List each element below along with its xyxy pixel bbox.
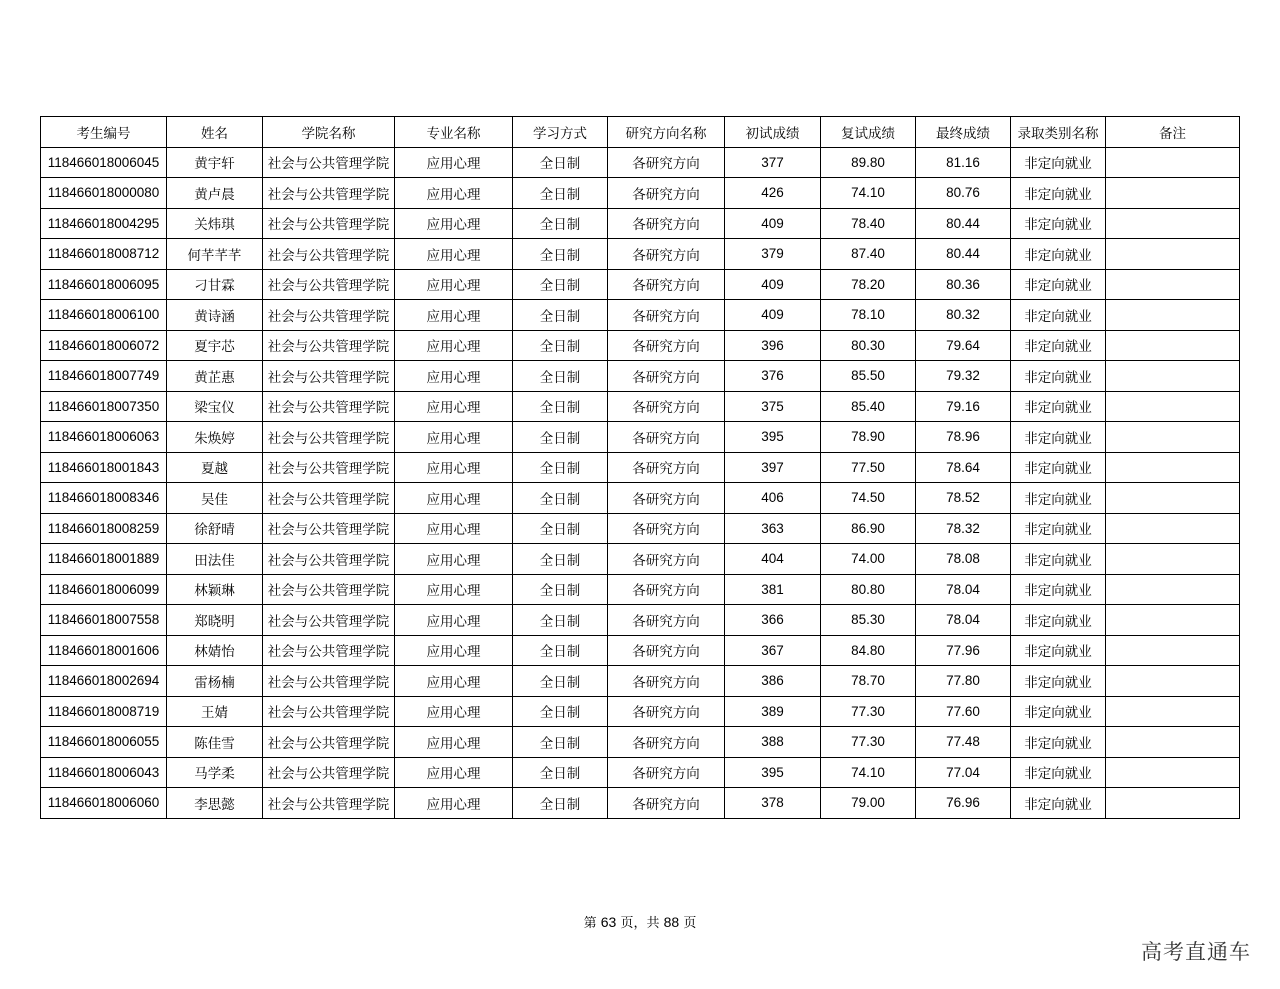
header-retest-score: 复试成绩 (821, 117, 916, 148)
header-row (41, 117, 1240, 148)
cell-remarks (1106, 422, 1240, 453)
cell-research-direction: 各研究方向 (608, 361, 725, 392)
cell-research-direction: 各研究方向 (608, 208, 725, 239)
cell-study-mode: 全日制 (513, 757, 608, 788)
cell-school: 社会与公共管理学院 (263, 391, 395, 422)
cell-final-score: 78.08 (916, 544, 1011, 575)
cell-retest-score: 74.10 (821, 178, 916, 209)
cell-major: 应用心理 (395, 544, 513, 575)
cell-admission-category: 非定向就业 (1011, 513, 1106, 544)
cell-study-mode: 全日制 (513, 513, 608, 544)
total-page-number: 88 (663, 914, 680, 930)
cell-candidate-id: 118466018006060 (41, 788, 167, 819)
header-admission-category: 录取类别名称 (1011, 117, 1106, 148)
cell-school: 社会与公共管理学院 (263, 208, 395, 239)
cell-research-direction: 各研究方向 (608, 269, 725, 300)
cell-initial-score: 409 (725, 300, 821, 331)
header-candidate-id: 考生编号 (41, 117, 167, 148)
cell-admission-category: 非定向就业 (1011, 269, 1106, 300)
cell-final-score: 80.44 (916, 208, 1011, 239)
cell-major: 应用心理 (395, 422, 513, 453)
cell-study-mode: 全日制 (513, 361, 608, 392)
cell-name: 林颖琳 (167, 574, 263, 605)
cell-initial-score: 388 (725, 727, 821, 758)
cell-major: 应用心理 (395, 727, 513, 758)
cell-candidate-id: 118466018008259 (41, 513, 167, 544)
cell-study-mode: 全日制 (513, 147, 608, 178)
header-study-mode: 学习方式 (513, 117, 608, 148)
cell-initial-score: 379 (725, 239, 821, 270)
cell-retest-score: 89.80 (821, 147, 916, 178)
cell-retest-score: 87.40 (821, 239, 916, 270)
cell-study-mode: 全日制 (513, 300, 608, 331)
cell-remarks (1106, 635, 1240, 666)
cell-name: 关炜琪 (167, 208, 263, 239)
cell-retest-score: 78.10 (821, 300, 916, 331)
cell-retest-score: 80.30 (821, 330, 916, 361)
table-row (41, 208, 1240, 239)
cell-study-mode: 全日制 (513, 208, 608, 239)
cell-remarks (1106, 269, 1240, 300)
cell-name: 黄宇轩 (167, 147, 263, 178)
watermark-text: 高考直通车 (1141, 940, 1251, 964)
cell-school: 社会与公共管理学院 (263, 239, 395, 270)
cell-final-score: 80.44 (916, 239, 1011, 270)
cell-admission-category: 非定向就业 (1011, 239, 1106, 270)
cell-remarks (1106, 361, 1240, 392)
cell-candidate-id: 118466018006100 (41, 300, 167, 331)
cell-remarks (1106, 452, 1240, 483)
cell-retest-score: 78.70 (821, 666, 916, 697)
header-school: 学院名称 (263, 117, 395, 148)
cell-admission-category: 非定向就业 (1011, 300, 1106, 331)
cell-school: 社会与公共管理学院 (263, 300, 395, 331)
cell-school: 社会与公共管理学院 (263, 635, 395, 666)
cell-name: 徐舒晴 (167, 513, 263, 544)
cell-research-direction: 各研究方向 (608, 788, 725, 819)
table-row (41, 696, 1240, 727)
cell-remarks (1106, 666, 1240, 697)
cell-major: 应用心理 (395, 300, 513, 331)
cell-candidate-id: 118466018007749 (41, 361, 167, 392)
cell-study-mode: 全日制 (513, 391, 608, 422)
cell-study-mode: 全日制 (513, 574, 608, 605)
cell-major: 应用心理 (395, 605, 513, 636)
cell-research-direction: 各研究方向 (608, 300, 725, 331)
cell-school: 社会与公共管理学院 (263, 666, 395, 697)
cell-retest-score: 79.00 (821, 788, 916, 819)
header-name: 姓名 (167, 117, 263, 148)
cell-remarks (1106, 178, 1240, 209)
cell-candidate-id: 118466018001889 (41, 544, 167, 575)
cell-name: 吴佳 (167, 483, 263, 514)
cell-retest-score: 85.30 (821, 605, 916, 636)
cell-final-score: 78.04 (916, 574, 1011, 605)
cell-study-mode: 全日制 (513, 544, 608, 575)
cell-major: 应用心理 (395, 483, 513, 514)
cell-research-direction: 各研究方向 (608, 635, 725, 666)
cell-final-score: 77.60 (916, 696, 1011, 727)
cell-name: 夏宇芯 (167, 330, 263, 361)
cell-initial-score: 377 (725, 147, 821, 178)
cell-candidate-id: 118466018008719 (41, 696, 167, 727)
cell-candidate-id: 118466018006063 (41, 422, 167, 453)
cell-admission-category: 非定向就业 (1011, 483, 1106, 514)
cell-major: 应用心理 (395, 147, 513, 178)
cell-research-direction: 各研究方向 (608, 330, 725, 361)
cell-admission-category: 非定向就业 (1011, 452, 1106, 483)
cell-research-direction: 各研究方向 (608, 391, 725, 422)
cell-retest-score: 77.30 (821, 727, 916, 758)
cell-study-mode: 全日制 (513, 605, 608, 636)
cell-study-mode: 全日制 (513, 330, 608, 361)
table-row (41, 666, 1240, 697)
cell-study-mode: 全日制 (513, 178, 608, 209)
cell-research-direction: 各研究方向 (608, 513, 725, 544)
cell-remarks (1106, 300, 1240, 331)
cell-candidate-id: 118466018008712 (41, 239, 167, 270)
cell-name: 田法佳 (167, 544, 263, 575)
cell-retest-score: 74.10 (821, 757, 916, 788)
table-row (41, 330, 1240, 361)
cell-study-mode: 全日制 (513, 452, 608, 483)
table-row (41, 178, 1240, 209)
cell-retest-score: 80.80 (821, 574, 916, 605)
cell-candidate-id: 118466018000080 (41, 178, 167, 209)
cell-final-score: 76.96 (916, 788, 1011, 819)
cell-initial-score: 409 (725, 269, 821, 300)
cell-name: 陈佳雪 (167, 727, 263, 758)
cell-school: 社会与公共管理学院 (263, 422, 395, 453)
cell-research-direction: 各研究方向 (608, 239, 725, 270)
cell-school: 社会与公共管理学院 (263, 727, 395, 758)
cell-name: 郑晓明 (167, 605, 263, 636)
header-research-direction: 研究方向名称 (608, 117, 725, 148)
cell-major: 应用心理 (395, 452, 513, 483)
table-row (41, 391, 1240, 422)
cell-final-score: 78.04 (916, 605, 1011, 636)
cell-name: 何芊芊芊 (167, 239, 263, 270)
cell-retest-score: 78.20 (821, 269, 916, 300)
cell-admission-category: 非定向就业 (1011, 757, 1106, 788)
cell-research-direction: 各研究方向 (608, 727, 725, 758)
cell-initial-score: 363 (725, 513, 821, 544)
cell-initial-score: 409 (725, 208, 821, 239)
cell-remarks (1106, 757, 1240, 788)
cell-school: 社会与公共管理学院 (263, 452, 395, 483)
table-row (41, 605, 1240, 636)
cell-initial-score: 366 (725, 605, 821, 636)
cell-major: 应用心理 (395, 178, 513, 209)
cell-initial-score: 389 (725, 696, 821, 727)
cell-final-score: 77.04 (916, 757, 1011, 788)
cell-admission-category: 非定向就业 (1011, 666, 1106, 697)
cell-school: 社会与公共管理学院 (263, 757, 395, 788)
cell-name: 夏越 (167, 452, 263, 483)
cell-initial-score: 375 (725, 391, 821, 422)
cell-initial-score: 404 (725, 544, 821, 575)
cell-final-score: 79.64 (916, 330, 1011, 361)
cell-initial-score: 426 (725, 178, 821, 209)
table-row (41, 239, 1240, 270)
cell-study-mode: 全日制 (513, 422, 608, 453)
cell-candidate-id: 118466018001606 (41, 635, 167, 666)
cell-final-score: 77.96 (916, 635, 1011, 666)
cell-final-score: 81.16 (916, 147, 1011, 178)
cell-school: 社会与公共管理学院 (263, 513, 395, 544)
cell-remarks (1106, 483, 1240, 514)
cell-study-mode: 全日制 (513, 727, 608, 758)
cell-research-direction: 各研究方向 (608, 666, 725, 697)
cell-initial-score: 386 (725, 666, 821, 697)
cell-initial-score: 367 (725, 635, 821, 666)
table-row (41, 544, 1240, 575)
header-final-score: 最终成绩 (916, 117, 1011, 148)
cell-candidate-id: 118466018006043 (41, 757, 167, 788)
cell-remarks (1106, 788, 1240, 819)
table-row (41, 361, 1240, 392)
table-row (41, 727, 1240, 758)
cell-school: 社会与公共管理学院 (263, 178, 395, 209)
cell-retest-score: 85.50 (821, 361, 916, 392)
cell-school: 社会与公共管理学院 (263, 269, 395, 300)
cell-retest-score: 86.90 (821, 513, 916, 544)
cell-candidate-id: 118466018007350 (41, 391, 167, 422)
table-body (41, 147, 1240, 818)
cell-remarks (1106, 147, 1240, 178)
cell-candidate-id: 118466018006072 (41, 330, 167, 361)
cell-research-direction: 各研究方向 (608, 574, 725, 605)
cell-name: 雷杨楠 (167, 666, 263, 697)
cell-name: 李思懿 (167, 788, 263, 819)
table-row (41, 300, 1240, 331)
cell-major: 应用心理 (395, 391, 513, 422)
cell-school: 社会与公共管理学院 (263, 544, 395, 575)
table-row (41, 788, 1240, 819)
header-major: 专业名称 (395, 117, 513, 148)
cell-candidate-id: 118466018006095 (41, 269, 167, 300)
cell-admission-category: 非定向就业 (1011, 422, 1106, 453)
current-page-number: 63 (600, 914, 617, 930)
cell-major: 应用心理 (395, 513, 513, 544)
cell-initial-score: 376 (725, 361, 821, 392)
cell-research-direction: 各研究方向 (608, 452, 725, 483)
cell-school: 社会与公共管理学院 (263, 147, 395, 178)
cell-admission-category: 非定向就业 (1011, 147, 1106, 178)
table-row (41, 422, 1240, 453)
footer-middle: 页，共 (620, 916, 660, 931)
cell-remarks (1106, 605, 1240, 636)
cell-remarks (1106, 513, 1240, 544)
cell-study-mode: 全日制 (513, 788, 608, 819)
cell-major: 应用心理 (395, 361, 513, 392)
cell-name: 刁甘霖 (167, 269, 263, 300)
cell-major: 应用心理 (395, 330, 513, 361)
cell-retest-score: 74.00 (821, 544, 916, 575)
cell-study-mode: 全日制 (513, 635, 608, 666)
cell-name: 梁宝仪 (167, 391, 263, 422)
cell-initial-score: 378 (725, 788, 821, 819)
cell-admission-category: 非定向就业 (1011, 361, 1106, 392)
cell-retest-score: 77.50 (821, 452, 916, 483)
table-row (41, 269, 1240, 300)
cell-research-direction: 各研究方向 (608, 757, 725, 788)
cell-name: 黄芷惠 (167, 361, 263, 392)
cell-admission-category: 非定向就业 (1011, 788, 1106, 819)
cell-candidate-id: 118466018004295 (41, 208, 167, 239)
cell-retest-score: 85.40 (821, 391, 916, 422)
cell-major: 应用心理 (395, 666, 513, 697)
cell-research-direction: 各研究方向 (608, 544, 725, 575)
page-number-footer (0, 912, 1280, 931)
cell-name: 林婧怡 (167, 635, 263, 666)
cell-school: 社会与公共管理学院 (263, 696, 395, 727)
cell-admission-category: 非定向就业 (1011, 696, 1106, 727)
cell-major: 应用心理 (395, 757, 513, 788)
cell-remarks (1106, 391, 1240, 422)
cell-final-score: 80.76 (916, 178, 1011, 209)
cell-admission-category: 非定向就业 (1011, 178, 1106, 209)
cell-final-score: 78.96 (916, 422, 1011, 453)
cell-name: 黄诗涵 (167, 300, 263, 331)
cell-retest-score: 78.40 (821, 208, 916, 239)
cell-major: 应用心理 (395, 269, 513, 300)
cell-initial-score: 395 (725, 757, 821, 788)
cell-remarks (1106, 696, 1240, 727)
cell-remarks (1106, 727, 1240, 758)
cell-remarks (1106, 330, 1240, 361)
header-initial-score: 初试成绩 (725, 117, 821, 148)
table-row (41, 452, 1240, 483)
cell-admission-category: 非定向就业 (1011, 605, 1106, 636)
cell-admission-category: 非定向就业 (1011, 208, 1106, 239)
cell-candidate-id: 118466018006045 (41, 147, 167, 178)
cell-school: 社会与公共管理学院 (263, 605, 395, 636)
cell-research-direction: 各研究方向 (608, 696, 725, 727)
cell-school: 社会与公共管理学院 (263, 788, 395, 819)
cell-remarks (1106, 239, 1240, 270)
cell-retest-score: 84.80 (821, 635, 916, 666)
cell-admission-category: 非定向就业 (1011, 635, 1106, 666)
cell-admission-category: 非定向就业 (1011, 544, 1106, 575)
cell-final-score: 78.32 (916, 513, 1011, 544)
admission-table (40, 116, 1240, 819)
table-row (41, 757, 1240, 788)
table-row (41, 483, 1240, 514)
cell-final-score: 79.16 (916, 391, 1011, 422)
cell-candidate-id: 118466018006099 (41, 574, 167, 605)
cell-admission-category: 非定向就业 (1011, 391, 1106, 422)
cell-name: 王婧 (167, 696, 263, 727)
cell-remarks (1106, 574, 1240, 605)
cell-candidate-id: 118466018001843 (41, 452, 167, 483)
cell-name: 黄卢晨 (167, 178, 263, 209)
cell-major: 应用心理 (395, 635, 513, 666)
table-row (41, 574, 1240, 605)
footer-suffix: 页 (683, 916, 697, 931)
cell-name: 马学柔 (167, 757, 263, 788)
cell-research-direction: 各研究方向 (608, 483, 725, 514)
footer-prefix: 第 (583, 916, 597, 931)
cell-remarks (1106, 208, 1240, 239)
cell-initial-score: 397 (725, 452, 821, 483)
cell-research-direction: 各研究方向 (608, 422, 725, 453)
cell-major: 应用心理 (395, 696, 513, 727)
cell-initial-score: 396 (725, 330, 821, 361)
cell-initial-score: 406 (725, 483, 821, 514)
table-row (41, 147, 1240, 178)
cell-final-score: 80.36 (916, 269, 1011, 300)
table-row (41, 513, 1240, 544)
cell-research-direction: 各研究方向 (608, 147, 725, 178)
cell-study-mode: 全日制 (513, 696, 608, 727)
cell-school: 社会与公共管理学院 (263, 361, 395, 392)
cell-admission-category: 非定向就业 (1011, 330, 1106, 361)
table-row (41, 635, 1240, 666)
cell-final-score: 77.48 (916, 727, 1011, 758)
cell-final-score: 80.32 (916, 300, 1011, 331)
cell-study-mode: 全日制 (513, 666, 608, 697)
cell-retest-score: 74.50 (821, 483, 916, 514)
cell-study-mode: 全日制 (513, 239, 608, 270)
cell-research-direction: 各研究方向 (608, 178, 725, 209)
cell-candidate-id: 118466018002694 (41, 666, 167, 697)
cell-retest-score: 78.90 (821, 422, 916, 453)
cell-final-score: 78.64 (916, 452, 1011, 483)
cell-major: 应用心理 (395, 574, 513, 605)
cell-remarks (1106, 544, 1240, 575)
cell-school: 社会与公共管理学院 (263, 574, 395, 605)
cell-study-mode: 全日制 (513, 269, 608, 300)
cell-initial-score: 381 (725, 574, 821, 605)
cell-retest-score: 77.30 (821, 696, 916, 727)
cell-candidate-id: 118466018006055 (41, 727, 167, 758)
cell-admission-category: 非定向就业 (1011, 574, 1106, 605)
cell-school: 社会与公共管理学院 (263, 483, 395, 514)
cell-admission-category: 非定向就业 (1011, 727, 1106, 758)
cell-major: 应用心理 (395, 208, 513, 239)
cell-final-score: 79.32 (916, 361, 1011, 392)
cell-candidate-id: 118466018008346 (41, 483, 167, 514)
header-remarks: 备注 (1106, 117, 1240, 148)
cell-major: 应用心理 (395, 788, 513, 819)
cell-initial-score: 395 (725, 422, 821, 453)
cell-major: 应用心理 (395, 239, 513, 270)
cell-school: 社会与公共管理学院 (263, 330, 395, 361)
cell-research-direction: 各研究方向 (608, 605, 725, 636)
cell-final-score: 77.80 (916, 666, 1011, 697)
cell-study-mode: 全日制 (513, 483, 608, 514)
cell-name: 朱焕婷 (167, 422, 263, 453)
cell-final-score: 78.52 (916, 483, 1011, 514)
cell-candidate-id: 118466018007558 (41, 605, 167, 636)
